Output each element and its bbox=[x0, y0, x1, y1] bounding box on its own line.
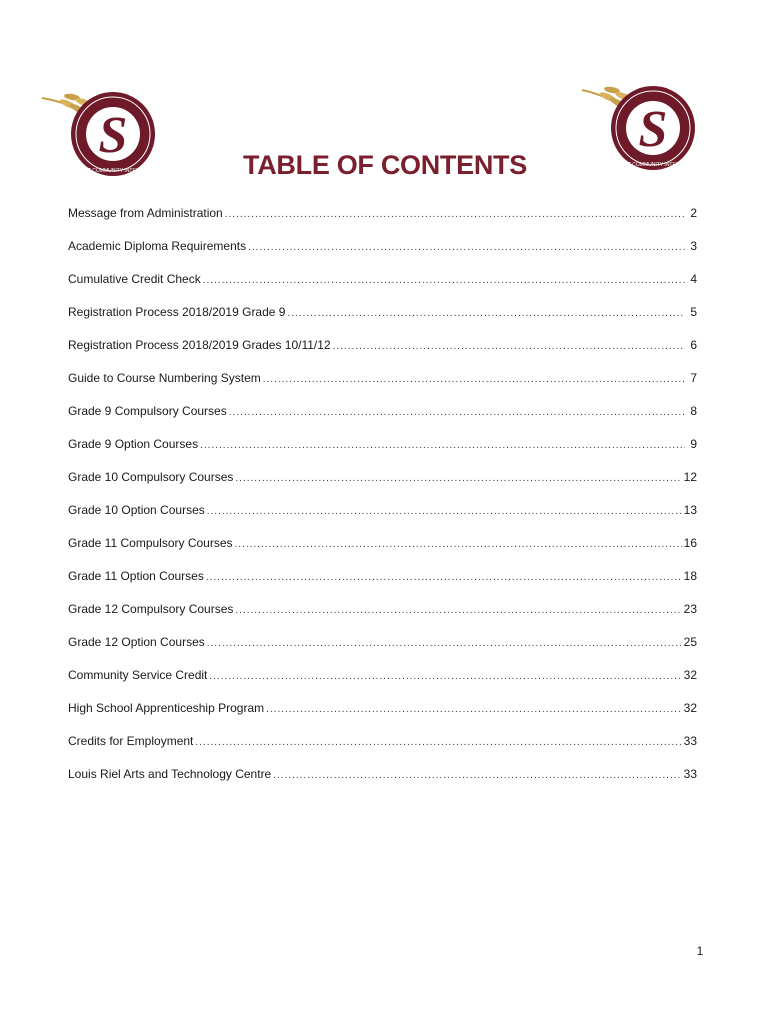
toc-entry-page: 13 bbox=[683, 503, 697, 517]
toc-entry[interactable] bbox=[68, 731, 697, 764]
toc-dot-leader bbox=[207, 502, 682, 522]
toc-entry[interactable] bbox=[68, 203, 697, 236]
toc-dot-leader bbox=[207, 634, 682, 654]
crest-ring-text: SPIRIT COMMUNITY INTEGRITY bbox=[74, 168, 152, 174]
toc-entry[interactable] bbox=[68, 401, 697, 434]
toc-entry-label: Academic Diploma Requirements bbox=[68, 239, 247, 253]
toc-entry-label: Community Service Credit bbox=[68, 668, 208, 682]
toc-entry-page: 7 bbox=[690, 371, 697, 385]
toc-entry-page: 32 bbox=[683, 668, 697, 682]
toc-entry[interactable] bbox=[68, 302, 697, 335]
toc-entry-label: Grade 12 Option Courses bbox=[68, 635, 205, 649]
toc-entry-label: Credits for Employment bbox=[68, 734, 194, 748]
toc-entry-page: 8 bbox=[690, 404, 697, 418]
toc-entry-label: Registration Process 2018/2019 Grade 9 bbox=[68, 305, 286, 319]
toc-entry-label: Registration Process 2018/2019 Grades 10/11/12 bbox=[68, 338, 331, 352]
toc-entry-label: Grade 12 Compulsory Courses bbox=[68, 602, 234, 616]
toc-entry-page: 18 bbox=[683, 569, 697, 583]
toc-entry[interactable] bbox=[68, 335, 697, 368]
toc-entry-page: 25 bbox=[683, 635, 697, 649]
toc-dot-leader bbox=[200, 436, 685, 456]
toc-dot-leader bbox=[209, 667, 681, 687]
page-number: 1 bbox=[696, 944, 704, 958]
toc-entry-label: Louis Riel Arts and Technology Centre bbox=[68, 767, 272, 781]
toc-entry[interactable] bbox=[68, 533, 697, 566]
toc-entry-label: Grade 9 Option Courses bbox=[68, 437, 199, 451]
toc-entry[interactable] bbox=[68, 698, 697, 731]
toc-entry-page: 16 bbox=[683, 536, 697, 550]
toc-entry-label: Grade 9 Compulsory Courses bbox=[68, 404, 227, 418]
toc-dot-leader bbox=[195, 733, 681, 753]
toc-entry-page: 12 bbox=[683, 470, 697, 484]
toc-entry[interactable] bbox=[68, 566, 697, 599]
toc-dot-leader bbox=[206, 568, 682, 588]
toc-dot-leader bbox=[266, 700, 682, 720]
toc-entry-label: Grade 10 Compulsory Courses bbox=[68, 470, 234, 484]
toc-entry-page: 3 bbox=[690, 239, 697, 253]
page-title: TABLE OF CONTENTS bbox=[243, 150, 527, 180]
toc-entry-page: 23 bbox=[683, 602, 697, 616]
toc-entry-label: Cumulative Credit Check bbox=[68, 272, 201, 286]
toc-entry-label: Grade 11 Compulsory Courses bbox=[68, 536, 233, 550]
toc-entry-label: Guide to Course Numbering System bbox=[68, 371, 261, 385]
toc-entry-page: 2 bbox=[690, 206, 697, 220]
toc-entry-label: Message from Administration bbox=[68, 206, 223, 220]
toc-entry[interactable] bbox=[68, 434, 697, 467]
toc-dot-leader bbox=[287, 304, 685, 324]
toc-entry[interactable] bbox=[68, 500, 697, 533]
crest-letter: S bbox=[98, 107, 128, 164]
toc-entry[interactable] bbox=[68, 236, 697, 269]
table-of-contents bbox=[68, 203, 697, 797]
toc-entry[interactable] bbox=[68, 764, 697, 797]
toc-entry[interactable] bbox=[68, 269, 697, 302]
toc-dot-leader bbox=[273, 766, 681, 786]
toc-entry[interactable] bbox=[68, 467, 697, 500]
toc-entry-page: 33 bbox=[683, 734, 697, 748]
toc-dot-leader bbox=[203, 271, 685, 291]
toc-entry[interactable] bbox=[68, 665, 697, 698]
toc-entry-label: Grade 11 Option Courses bbox=[68, 569, 204, 583]
toc-entry-page: 4 bbox=[690, 272, 697, 286]
toc-dot-leader bbox=[235, 535, 682, 555]
toc-entry[interactable] bbox=[68, 599, 697, 632]
toc-dot-leader bbox=[229, 403, 685, 423]
crest-ring-text: SPIRIT COMMUNITY INTEGRITY bbox=[614, 162, 692, 168]
toc-dot-leader bbox=[248, 238, 685, 258]
toc-dot-leader bbox=[235, 469, 681, 489]
toc-entry-page: 33 bbox=[683, 767, 697, 781]
toc-entry-page: 6 bbox=[690, 338, 697, 352]
toc-entry-label: Grade 10 Option Courses bbox=[68, 503, 205, 517]
toc-entry-label: High School Apprenticeship Program bbox=[68, 701, 265, 715]
toc-entry-page: 9 bbox=[690, 437, 697, 451]
crest-letter: S bbox=[638, 101, 668, 158]
toc-dot-leader bbox=[263, 370, 685, 390]
toc-entry-page: 5 bbox=[690, 305, 697, 319]
toc-dot-leader bbox=[225, 205, 685, 225]
toc-entry-page: 32 bbox=[683, 701, 697, 715]
toc-dot-leader bbox=[235, 601, 681, 621]
toc-entry[interactable] bbox=[68, 368, 697, 401]
toc-entry[interactable] bbox=[68, 632, 697, 665]
toc-dot-leader bbox=[333, 337, 685, 357]
